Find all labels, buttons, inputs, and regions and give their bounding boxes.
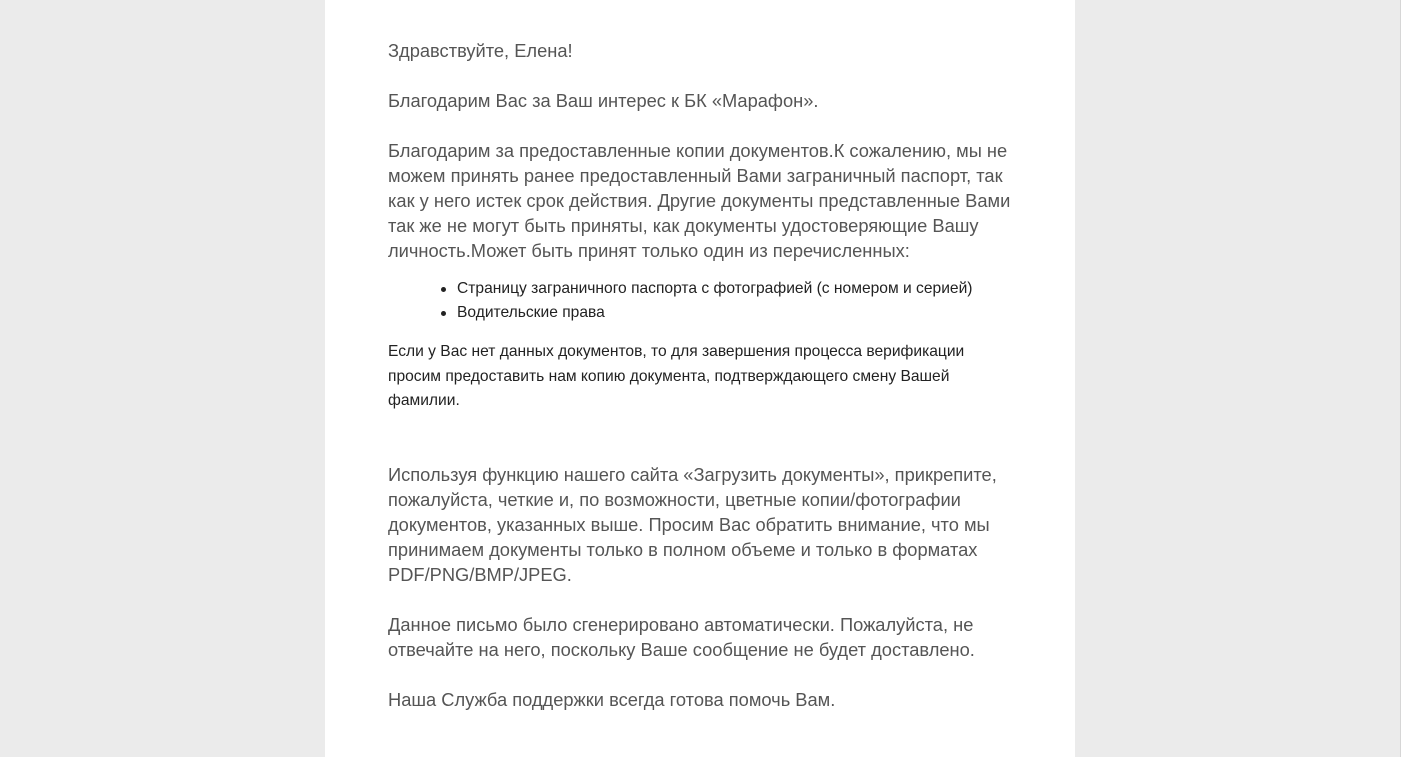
documents-paragraph: Благодарим за предоставленные копии документов.К сожалению, мы не можем принять ранее предоставленный Вами заграничный паспорт, так как у него истек срок действия. Другие документы представленные Вами так же не могут быть приняты, как документы удостоверяющие Вашу личность.Может быть принят только один из перечисленных: <box>388 140 1011 261</box>
list-item: Водительские права <box>457 301 1013 325</box>
list-item: Страницу заграничного паспорта с фотографией (с номером и серией) <box>457 277 1013 301</box>
upload-paragraph: Используя функцию нашего сайта «Загрузить документы», прикрепите, пожалуйста, четкие и, по возможности, цветные копии/фотографии документов, указанных выше. Просим Вас обратить внимание, что мы принимаем документы только в полном объеме и только в форматах PDF/PNG/BMP/JPEG. <box>388 463 997 585</box>
auto-generated-notice: Данное письмо было сгенерировано автоматически. Пожалуйста, не отвечайте на него, поскольку Ваше сообщение не будет доставлено. <box>388 613 975 660</box>
no-documents-paragraph: Если у Вас нет данных документов, то для завершения процесса верификации просим предоставить нам копию документа, подтверждающего смену Вашей фамилии. <box>388 343 965 409</box>
email-body <box>325 0 1075 757</box>
thanks-text: Благодарим Вас за Ваш интерес к БК «Марафон». <box>388 90 819 111</box>
accepted-documents-list <box>388 277 1013 325</box>
support-paragraph: Наша Служба поддержки всегда готова помочь Вам. <box>388 688 836 710</box>
email-content <box>388 38 1013 712</box>
greeting-text: Здравствуйте, Елена! <box>388 40 573 61</box>
